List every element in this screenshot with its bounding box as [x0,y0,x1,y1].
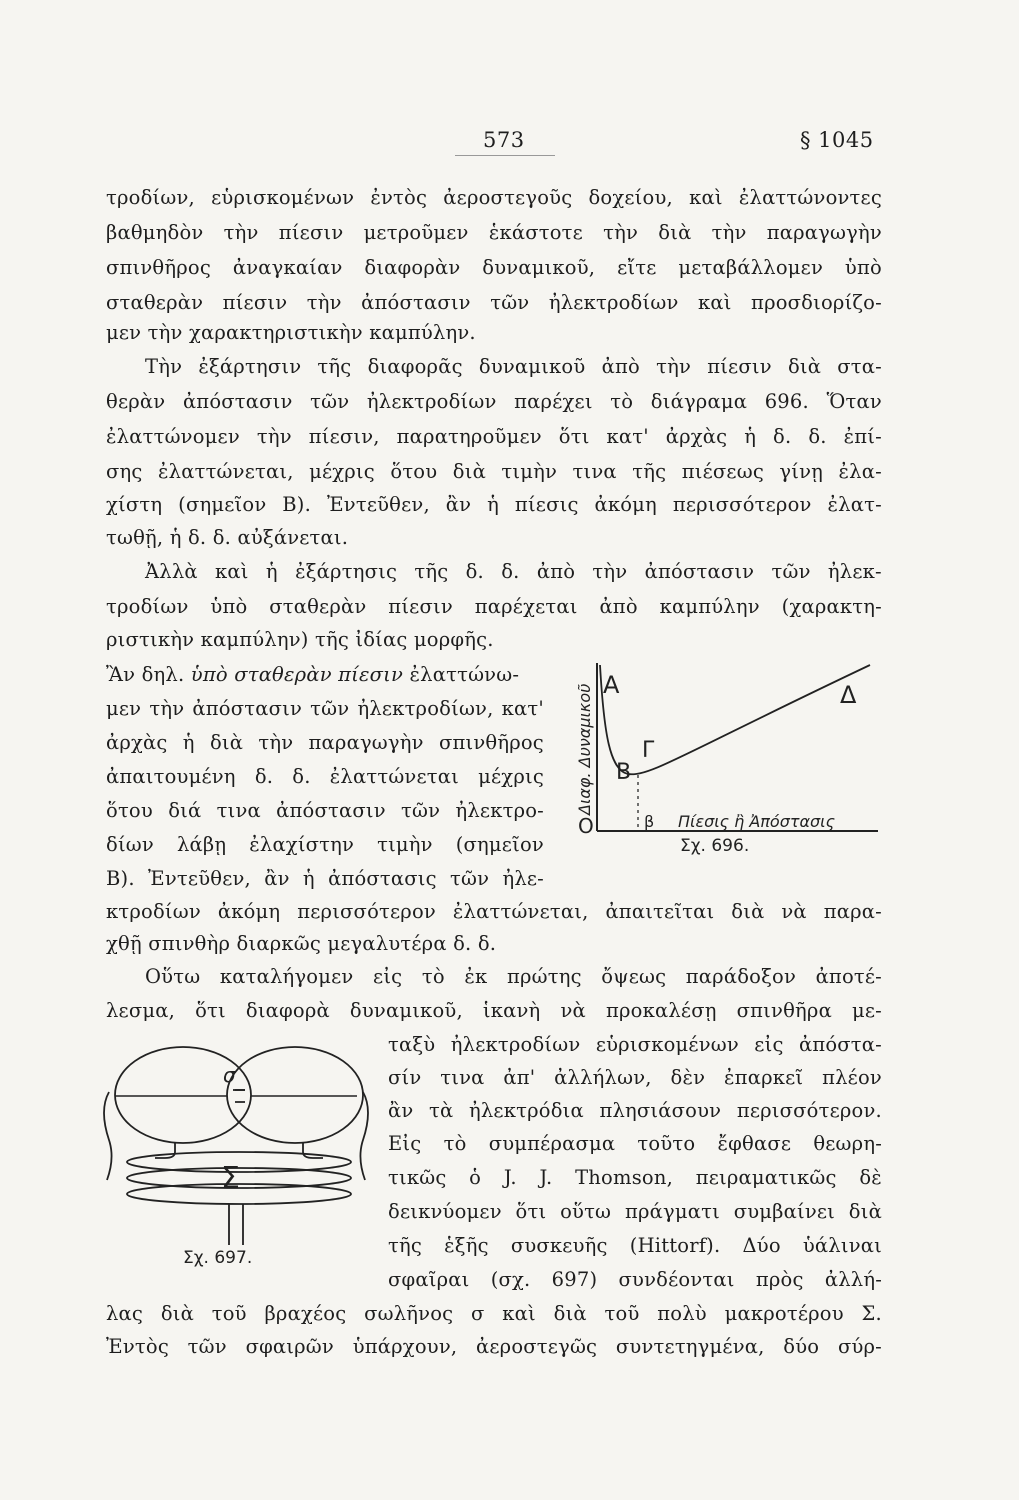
word: συσκευῆς [510,1234,608,1257]
text-line [106,796,544,826]
word: καὶ [697,291,732,314]
word: 696. [764,390,809,413]
word: Σ. [861,1302,882,1325]
word: ὅτι [558,425,590,448]
word: πίεσιν [278,221,344,244]
word: τῶν [771,560,811,583]
word: διὰ [848,1200,882,1223]
text-line: χθῇ σπινθὴρ διαρκῶς μεγαλυτέρα δ. δ. [106,932,497,955]
word: σφαῖραι [388,1268,470,1291]
text-line [106,996,882,1026]
text-line [106,218,882,248]
word: τῶν [310,390,350,413]
word: δὲν [670,1066,706,1089]
word: σταθερὰν [269,595,367,618]
word: ἀπόστασιν [361,291,471,314]
word: ἠλεκτροδίων [548,291,679,314]
word: σ [471,1302,485,1325]
text-line [388,1197,882,1227]
word: πίεσιν, [308,425,380,448]
word: ὁ [469,1166,482,1189]
word: πολὺ [657,1302,707,1325]
word: παράδοξον [685,965,797,988]
word: ἀεροστεγῶς [476,1335,598,1358]
word: εἴτε [617,256,657,279]
word: ὅτι [515,1200,547,1223]
word: 697) [551,1268,598,1291]
word: Ἐντὸς [106,1335,169,1358]
word: συντετηγμένα, [615,1335,765,1358]
word: γίνῃ [779,460,824,483]
text-line [106,694,544,724]
word: στα- [837,355,882,378]
word: δ. [292,765,311,788]
word: ἀπόστασιν [182,390,293,413]
word: τὴν [258,731,294,754]
word: σπινθῆρος [438,731,544,754]
text-line [106,897,882,927]
word: διὰ [787,355,822,378]
word: ἀπόστασιν [276,799,386,822]
word: ἠλεκτροδίων [366,390,497,413]
word: διὰ [731,900,765,923]
word: σωλῆνος [364,1302,454,1325]
text-line [106,1299,882,1329]
word: δὲ [859,1166,882,1189]
word: σπινθῆρος [106,256,211,279]
word: τιμὴν [501,460,558,483]
text-line [106,1332,882,1362]
text-line [106,183,882,213]
point-label-small-beta: β [644,812,655,831]
word: τινα [440,1066,485,1089]
word: Thomson, [575,1166,673,1189]
text-line [388,1096,882,1126]
text-line: τωθῇ, ἡ δ. δ. αὐξάνεται. [106,526,349,549]
word: σφαιρῶν [245,1335,334,1358]
word: ταξὺ [388,1033,436,1056]
word: τῶν [490,291,530,314]
word: ἀπ' [503,1066,536,1089]
word: συμπέρασμα [488,1132,616,1155]
figure-696 [560,655,890,855]
word: (σημεῖον [178,493,267,516]
text-line [145,557,882,587]
word: Ἐντεῦθεν, [148,867,251,890]
word: Ὅταν [826,390,882,413]
word: εὑρισκομένων [595,1033,739,1056]
word: τοῦτο [637,1132,696,1155]
section-number: § 1045 [800,128,874,152]
figure-697 [95,1040,370,1270]
word: ἑκάστοτε [488,221,583,244]
word: πίεσιν [222,291,288,314]
word: ἡ [265,560,278,583]
word: J. [539,1166,553,1189]
word: τῆς [632,460,667,483]
word: τῆς [414,560,449,583]
text-line [145,962,882,992]
word: τὴν [149,697,185,720]
word: δ. [808,425,827,448]
word: τὴν [656,355,692,378]
word: περισσότερον [297,900,436,923]
text-line [106,422,882,452]
word: Ἐντεῦθεν, [326,493,430,516]
word: θερὰν [106,390,166,413]
short-tube [235,1090,245,1102]
word: τὴν [603,221,639,244]
word: διὰ [209,731,244,754]
word: ὑπὸ [844,256,882,279]
word: ἀπὸ [536,560,576,583]
text-line [106,830,544,860]
word: λας [106,1302,144,1325]
word: ἀπαιτεῖται [605,900,715,923]
word: παρα- [823,900,882,923]
text-segment: Ἂν δηλ. [106,663,185,686]
text-line [106,728,544,758]
word: εἰς [754,1033,784,1056]
word: πίεσιν [707,355,772,378]
word: ὄψεως [601,965,667,988]
word: ἀπαιτουμένη [106,765,236,788]
word: σης [106,460,143,483]
word: Τὴν [145,355,183,378]
word: ἡ [182,731,195,754]
word: καὶ [689,186,723,209]
word: διὰ [658,221,692,244]
text-line [388,1063,882,1093]
word: προκαλέσῃ [605,999,717,1022]
italic-phrase: ὑπὸ σταθερὰν πίεσιν [190,663,404,686]
word: παρέχεται [474,595,578,618]
word: ἐλαττώνομεν [106,425,240,448]
word: ἡ [744,425,757,448]
text-line [106,253,882,283]
word: τὴν [711,221,747,244]
word: ἡ [302,867,315,890]
word: πίεσις [514,493,579,516]
word: τὴν [256,425,292,448]
word: ἠλεκτροδίων, [357,697,494,720]
word: ἠλεκτροδίων [450,1033,581,1056]
word: διὰ [553,1302,587,1325]
word: (χαρακτη- [781,595,882,618]
word: διάγραμα [650,390,748,413]
word: παραγωγὴν [308,731,424,754]
text-line [388,1030,882,1060]
word: Β). [282,493,312,516]
word: Β). [106,867,135,890]
word: τὰ [429,1099,454,1122]
word: ἠλεκτρόδια [468,1099,584,1122]
word: τιμὴν [377,833,433,856]
word: δυναμικοῦ [478,355,586,378]
word: τικῶς [388,1166,447,1189]
word: μακροτέρου [724,1302,844,1325]
word: ἀπόστασιν [644,560,755,583]
word: προσδιορίζο- [751,291,882,314]
word: μεταβάλλομεν [678,256,824,279]
text-line: ριστικὴν καμπύλην) τῆς ἰδίας μορφῆς. [106,628,494,651]
word: ἀναγκαίαν [232,256,343,279]
word: σταθερὰν [106,291,204,314]
word: πειραματικῶς [695,1166,837,1189]
word: ἠλε- [502,867,544,890]
word: εὑρισκομένων [211,186,355,209]
word: ἔφθασε [717,1132,792,1155]
word: ἂν [445,493,472,516]
word: ἀλλή- [824,1268,882,1291]
word: ἀπὸ [599,595,638,618]
word: J. [503,1166,517,1189]
short-tube-label: σ [223,1063,236,1087]
word: ἐξάρτησιν [198,355,302,378]
word: ἐλαττώνεται, [157,460,294,483]
word: πιέσεως [681,460,764,483]
word: ἀλλήλων, [554,1066,652,1089]
word: τοῦ [211,1302,247,1325]
word: τὴν [223,221,259,244]
x-axis-label: Πίεσις ἢ Ἀπόστασις [678,812,835,831]
word: ἠλεκ- [827,560,882,583]
word: Ἀλλὰ [145,560,198,583]
word: ἀκόμη [217,900,281,923]
left-sphere [115,1047,251,1143]
word: ἱκανὴ [482,999,541,1022]
word: δοχείου, [588,186,673,209]
word: διαφορὰ [245,999,330,1022]
word: τῶν [187,1335,227,1358]
text-line [388,1163,882,1193]
text-line [106,490,882,520]
word: χίστη [106,493,163,516]
word: ἀπὸ [601,355,640,378]
word: διὰ [160,1302,194,1325]
point-label-beta: Β [616,760,632,785]
word: τροδίων [106,595,189,618]
word: καμπύλην [659,595,760,618]
word: Δύο [742,1234,781,1257]
word: μεν [106,697,142,720]
point-label-gamma: Γ [642,738,655,763]
word: ἐλα- [838,460,882,483]
text-line [388,1265,882,1295]
word: παραγωγὴν [766,221,882,244]
word: θεωρη- [813,1132,882,1155]
text-line [388,1231,882,1261]
word: ἐκ [464,965,488,988]
word: πλέον [822,1066,882,1089]
word: ἐπαρκεῖ [724,1066,804,1089]
text-segment: ἐλαττώνω- [409,663,520,686]
word: ὅτου [390,460,438,483]
figure-caption: Σχ. 696. [680,836,750,855]
word: ἐλαττώνεται, [452,900,589,923]
word: δυναμικοῦ, [349,999,463,1022]
right-sphere [227,1047,363,1143]
word: ἐλαττώνεται [329,765,459,788]
word: (σημεῖον [455,833,544,856]
word: (σχ. [490,1268,531,1291]
point-label-alpha: Α [603,671,620,699]
word: ἡ [487,493,500,516]
word: οὕτω [560,1200,612,1223]
word: πλησιάσουν [599,1099,722,1122]
word: τινα [216,799,261,822]
word: λεσμα, [106,999,176,1022]
word: ἀπόστα- [798,1033,882,1056]
text-line [106,387,882,417]
word: ἐλαττώνοντες [738,186,882,209]
word: ἐξάρτησις [295,560,398,583]
word: περισσότερον. [736,1099,882,1122]
characteristic-curve [600,665,870,774]
word: κατ' [501,697,544,720]
word: ἀπόστασιν [192,697,303,720]
word: Οὕτω [145,965,201,988]
word: τὸ [443,1132,467,1155]
word: παρατηροῦμεν [396,425,542,448]
word: ἀπόστασις [328,867,437,890]
word: λάβῃ [176,833,227,856]
word: περισσότερον [672,493,812,516]
word: συνδέονται [618,1268,735,1291]
word: δύο [783,1335,820,1358]
word: σπινθῆρα [736,999,832,1022]
word: ἐπί- [843,425,882,448]
word: ἠλεκτρο- [455,799,544,822]
word: σίν [388,1066,422,1089]
word: ὑπάρχουν, [352,1335,458,1358]
word: πρώτης [506,965,582,988]
long-tube-label: Σ [221,1161,240,1196]
figure-caption: Σχ. 697. [183,1248,253,1268]
word: δ. [501,560,520,583]
word: τῶν [310,697,350,720]
point-label-delta: Δ [840,681,857,709]
word: ἀρχὰς [665,425,728,448]
word: ὑπὸ [210,595,248,618]
text-line [106,864,544,894]
word: τῆς [317,355,352,378]
word: με- [852,999,882,1022]
word: βαθμηδὸν [106,221,204,244]
word: εἰς [373,965,403,988]
word: πράγματι [624,1200,720,1223]
word: τῆς [388,1234,422,1257]
word: ἀποτέ- [815,965,882,988]
text-line [106,457,882,487]
word: καὶ [215,560,249,583]
word: δ. [254,765,274,788]
word: τὸ [610,390,634,413]
word: διά [168,799,202,822]
text-line [388,1129,882,1159]
left-lead [104,1092,112,1180]
text-line [145,352,882,382]
text-line [106,592,882,622]
word: πρὸς [755,1268,804,1291]
word: μέχρις [309,460,375,483]
word: παρέχει [514,390,593,413]
word: συμβαίνει [733,1200,836,1223]
word: διὰ [452,460,486,483]
word: ἐλαχίστην [249,833,355,856]
word: μέχρις [478,765,544,788]
word: μετροῦμεν [363,221,469,244]
word: ἐντὸς [370,186,428,209]
word: (Hittorf). [629,1234,721,1257]
word: διαφορᾶς [367,355,463,378]
word: κατ' [606,425,649,448]
word: τροδίων, [106,186,195,209]
word: ὅτου [106,799,153,822]
word: ἐλατ- [827,493,882,516]
word: τῶν [401,799,441,822]
header-rule [455,155,555,156]
word: δ. [773,425,792,448]
word: τινα [572,460,617,483]
text-line: μεν τὴν χαρακτηριστικὴν καμπύλην. [106,321,476,344]
word: καὶ [502,1302,536,1325]
text-line [106,288,882,318]
word: βραχέος [264,1302,347,1325]
word: ἑξῆς [444,1234,489,1257]
word: σύρ- [837,1335,882,1358]
word: τῶν [450,867,490,890]
y-axis-label: Διαφ. Δυναμικοῦ [575,683,594,815]
text-line [106,660,519,690]
word: καταλήγομεν [219,965,354,988]
outlet-tube [229,1204,243,1245]
word: ἀκόμη [594,493,657,516]
text-line [106,762,544,792]
word: ἂν [388,1099,414,1122]
word: διαφορὰν [364,256,461,279]
origin-label: O [578,814,594,838]
word: ὑάλιναι [802,1234,882,1257]
word: ἂν [264,867,290,890]
word: τὸ [421,965,445,988]
word: Εἰς [388,1132,422,1155]
word: τὴν [306,291,342,314]
word: δεικνύομεν [388,1200,502,1223]
word: νὰ [560,999,586,1022]
word: ἀρχὰς [106,731,168,754]
word: κτροδίων [106,900,201,923]
word: νὰ [781,900,807,923]
word: τὴν [592,560,628,583]
word: δυναμικοῦ, [482,256,596,279]
word: πίεσιν [388,595,453,618]
word: δ. [465,560,484,583]
word: ὅτι [195,999,226,1022]
page-number: 573 [483,128,525,152]
word: δίων [106,833,154,856]
word: ἀεροστεγοῦς [443,186,573,209]
word: τοῦ [604,1302,640,1325]
